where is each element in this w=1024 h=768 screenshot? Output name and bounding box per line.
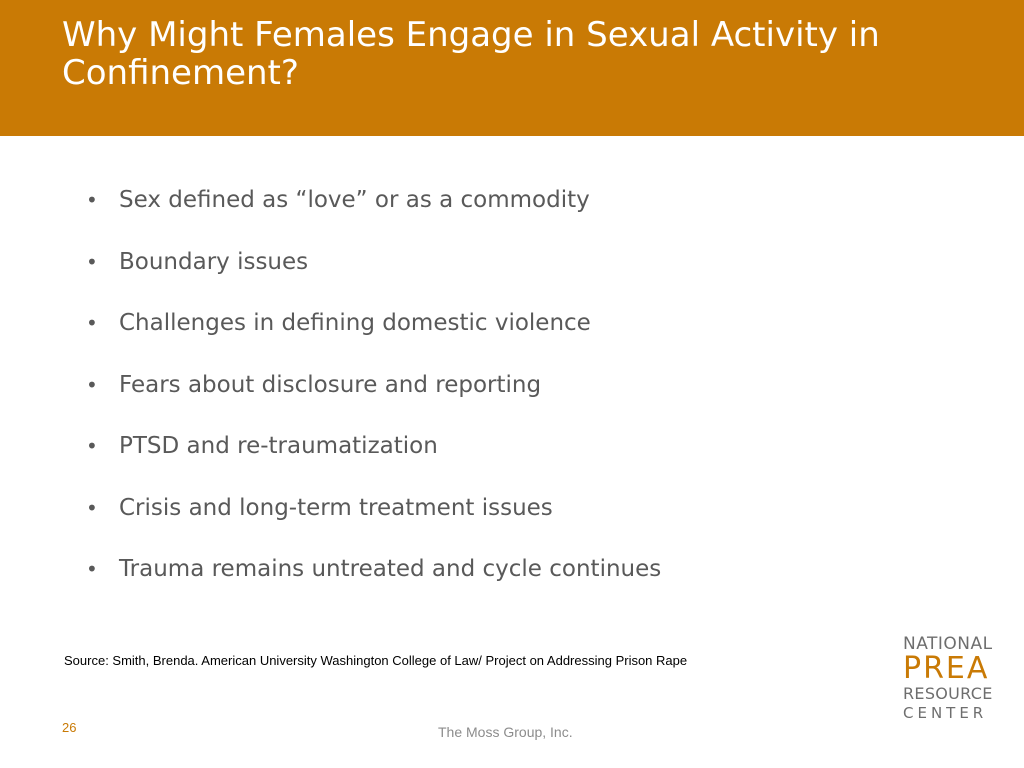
bullet-icon: • — [86, 188, 98, 212]
bullet-icon: • — [86, 372, 98, 397]
bullet-text: Boundary issues — [119, 248, 309, 275]
slide-title: Why Might Females Engage in Sexual Activity in Confinement? — [62, 15, 880, 93]
prea-logo — [903, 636, 1018, 721]
bullet-text: PTSD and re-traumatization — [119, 433, 438, 459]
bullet-icon: • — [86, 311, 98, 335]
bullet-icon: • — [86, 495, 98, 520]
title-bar — [0, 0, 1024, 136]
bullet-item — [86, 429, 661, 491]
slide-number: 26 — [62, 720, 77, 735]
footer-company: The Moss Group, Inc. — [438, 724, 573, 740]
bullet-text: Crisis and long-term treatment issues — [119, 494, 553, 521]
logo-line-national: NATIONAL — [903, 634, 993, 654]
bullet-text: Fears about disclosure and reporting — [119, 371, 542, 398]
bullet-text: Challenges in defining domestic violence — [119, 310, 591, 336]
logo-line-prea: PREA — [903, 651, 990, 686]
bullet-text: Trauma remains untreated and cycle continues — [119, 556, 662, 582]
bullet-icon: • — [86, 434, 98, 458]
bullet-item — [86, 306, 661, 368]
bullet-icon: • — [86, 249, 98, 274]
bullet-icon: • — [86, 557, 98, 581]
logo-line-center: CENTER — [903, 704, 988, 722]
bullet-item — [86, 552, 661, 614]
bullet-item — [86, 368, 661, 430]
bullet-item — [86, 491, 661, 553]
logo-line-resource: RESOURCE — [903, 684, 993, 703]
bullet-text: Sex defined as “love” or as a commodity — [119, 187, 590, 213]
bullet-item — [86, 245, 661, 307]
source-citation: Source: Smith, Brenda. American University Washington College of Law/ Project on Addressing Prison Rape — [64, 653, 688, 668]
bullet-item — [86, 183, 661, 245]
bullet-list — [86, 183, 661, 614]
